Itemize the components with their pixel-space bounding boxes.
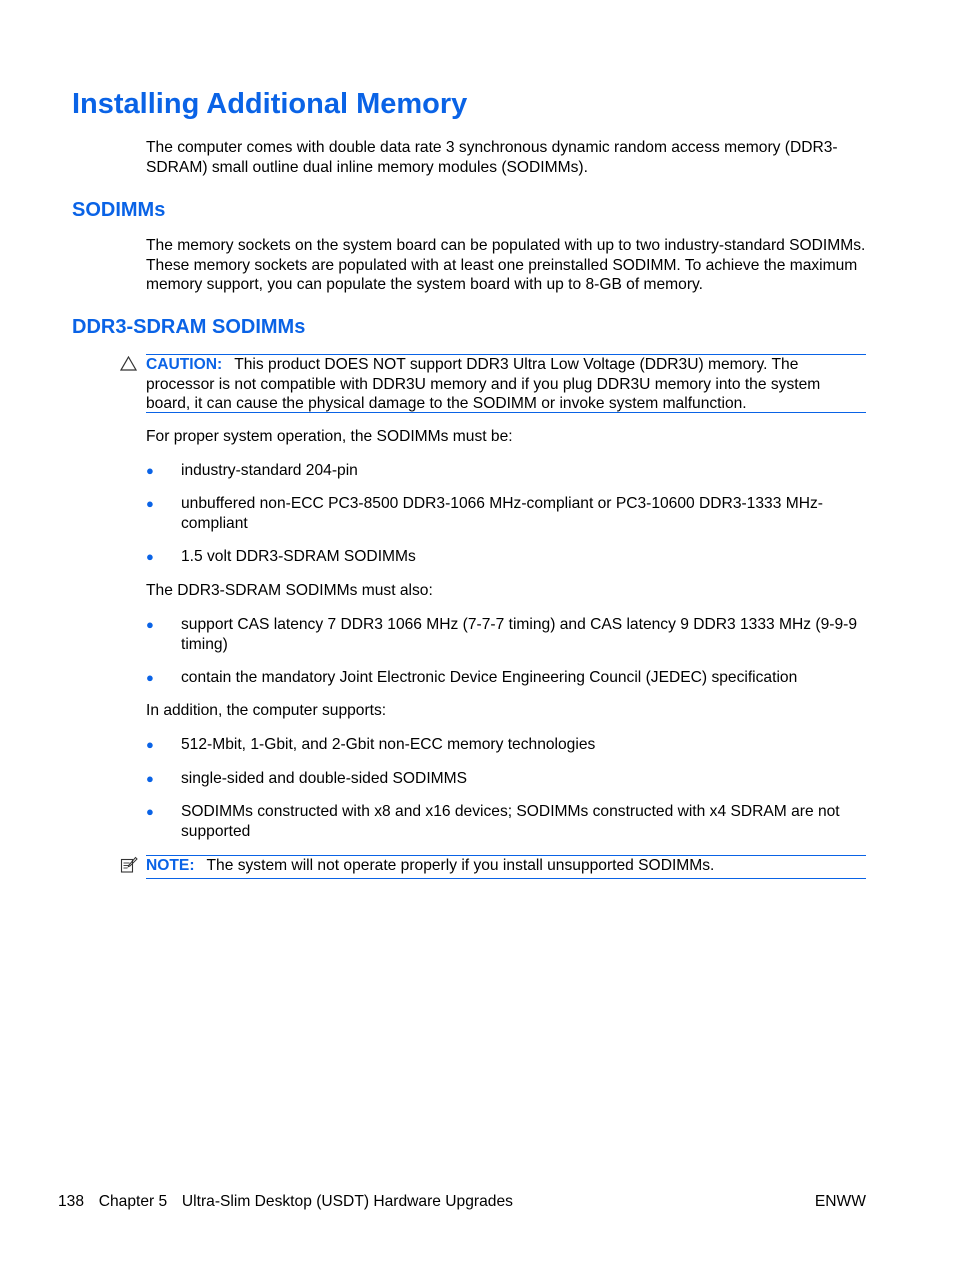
note-label: NOTE: xyxy=(146,857,195,874)
bullet-dot-icon: ● xyxy=(146,670,154,685)
note-pad-icon xyxy=(120,856,138,879)
footer-chapter-title: Ultra-Slim Desktop (USDT) Hardware Upgrades xyxy=(181,1193,513,1210)
page-title: Installing Additional Memory xyxy=(72,88,468,120)
must-also-intro: The DDR3-SDRAM SODIMMs must also: xyxy=(146,582,433,599)
bullet-dot-icon: ● xyxy=(146,463,154,478)
caution-text: This product DOES NOT support DDR3 Ultra Low Voltage (DDR3U) memory. The processor is not compatible with DDR3U memory and if you plug DDR3U memory into the system board, it can cause the physical damage to the SODIMM or invoke system malfunction. xyxy=(146,356,821,413)
caution-label: CAUTION: xyxy=(146,356,223,373)
bullet-dot-icon: ● xyxy=(146,496,154,511)
supports-intro: In addition, the computer supports: xyxy=(146,702,387,719)
page-footer-left xyxy=(58,1192,513,1211)
footer-right-label: ENWW xyxy=(814,1193,866,1210)
note-text: The system will not operate properly if you install unsupported SODIMMs. xyxy=(206,857,715,874)
bullet-dot-icon: ● xyxy=(146,771,154,786)
bullet-dot-icon: ● xyxy=(146,617,154,632)
document-page: Installing Additional Memory The computer comes with double data rate 3 synchronous dynamic random access memory (DDR3-SDRAM) small outline dual inline memory modules (SODIMMs). SODIMMs The memory sockets on the system board can be populated with up to two industry-standard SODIMMs. These memory sockets are populated with at least one preinstalled SODIMM. To achieve the maximum memory support, you can populate the system board with up to 8-GB of memory. DDR3-SDRAM SODIMMs CAUTION: This product DOES NOT support DDR3 Ultra Low Voltage (DDR3U) memory. The processor is not compatible with DDR3U memory and if you plug DDR3U memory into the system board, it can cause the physical damage to the SODIMM or invoke system malfunction. For proper system operation, the SODIMMs must be: ● industry-standard 204-pin ● unbuffered non-ECC PC3-8500 DDR3-1066 MHz-compliant or PC3-10600 DDR3-1333 MHz-compliant ● 1.5 volt DDR3-SDRAM SODIMMs The DDR3-SDRAM SODIMMs must also: ● support CAS latency 7 DDR3 1066 MHz (7-7-7 timing) and CAS latency 9 DDR3 1333 MHz (9-9-9 timing) ● contain the mandatory Joint Electronic Device Engineering Council (JEDEC) specification In addition, the computer supports: ● 512-Mbit, 1-Gbit, and 2-Gbit non-ECC memory technologies ● single-sided and double-sided SODIMMS ● SODIMMs constructed with x8 and x16 devices; SODIMMs constructed with x4 SDRAM are not supported NOTE: The system will not operate properly if you install unsupported SODIMMs. 138 Chapter 5 Ultra-Slim Desktop (USDT) Hardware Upgrades ENWW xyxy=(58,88,866,1210)
must-be-intro: For proper system operation, the SODIMMs must be: xyxy=(146,428,513,445)
section-heading-ddr3: DDR3-SDRAM SODIMMs xyxy=(72,316,306,338)
footer-chapter: Chapter 5 xyxy=(98,1193,168,1210)
bullet-dot-icon: ● xyxy=(146,737,154,752)
note-notice xyxy=(146,855,866,879)
bullet-dot-icon: ● xyxy=(146,804,154,819)
bullet-dot-icon: ● xyxy=(146,549,154,564)
page-number: 138 xyxy=(58,1193,85,1210)
sodimms-paragraph: The memory sockets on the system board can be populated with up to two industry-standard SODIMMs. These memory sockets are populated with at least one preinstalled SODIMM. To achieve the maximum memory support, you can populate the system board with up to 8-GB of memory. xyxy=(146,237,866,294)
section-heading-sodimms: SODIMMs xyxy=(72,199,166,221)
caution-triangle-icon xyxy=(120,356,137,376)
intro-paragraph: The computer comes with double data rate 3 synchronous dynamic random access memory (DDR3-SDRAM) small outline dual inline memory modules (SODIMMs). xyxy=(146,139,838,176)
caution-notice xyxy=(146,354,866,413)
